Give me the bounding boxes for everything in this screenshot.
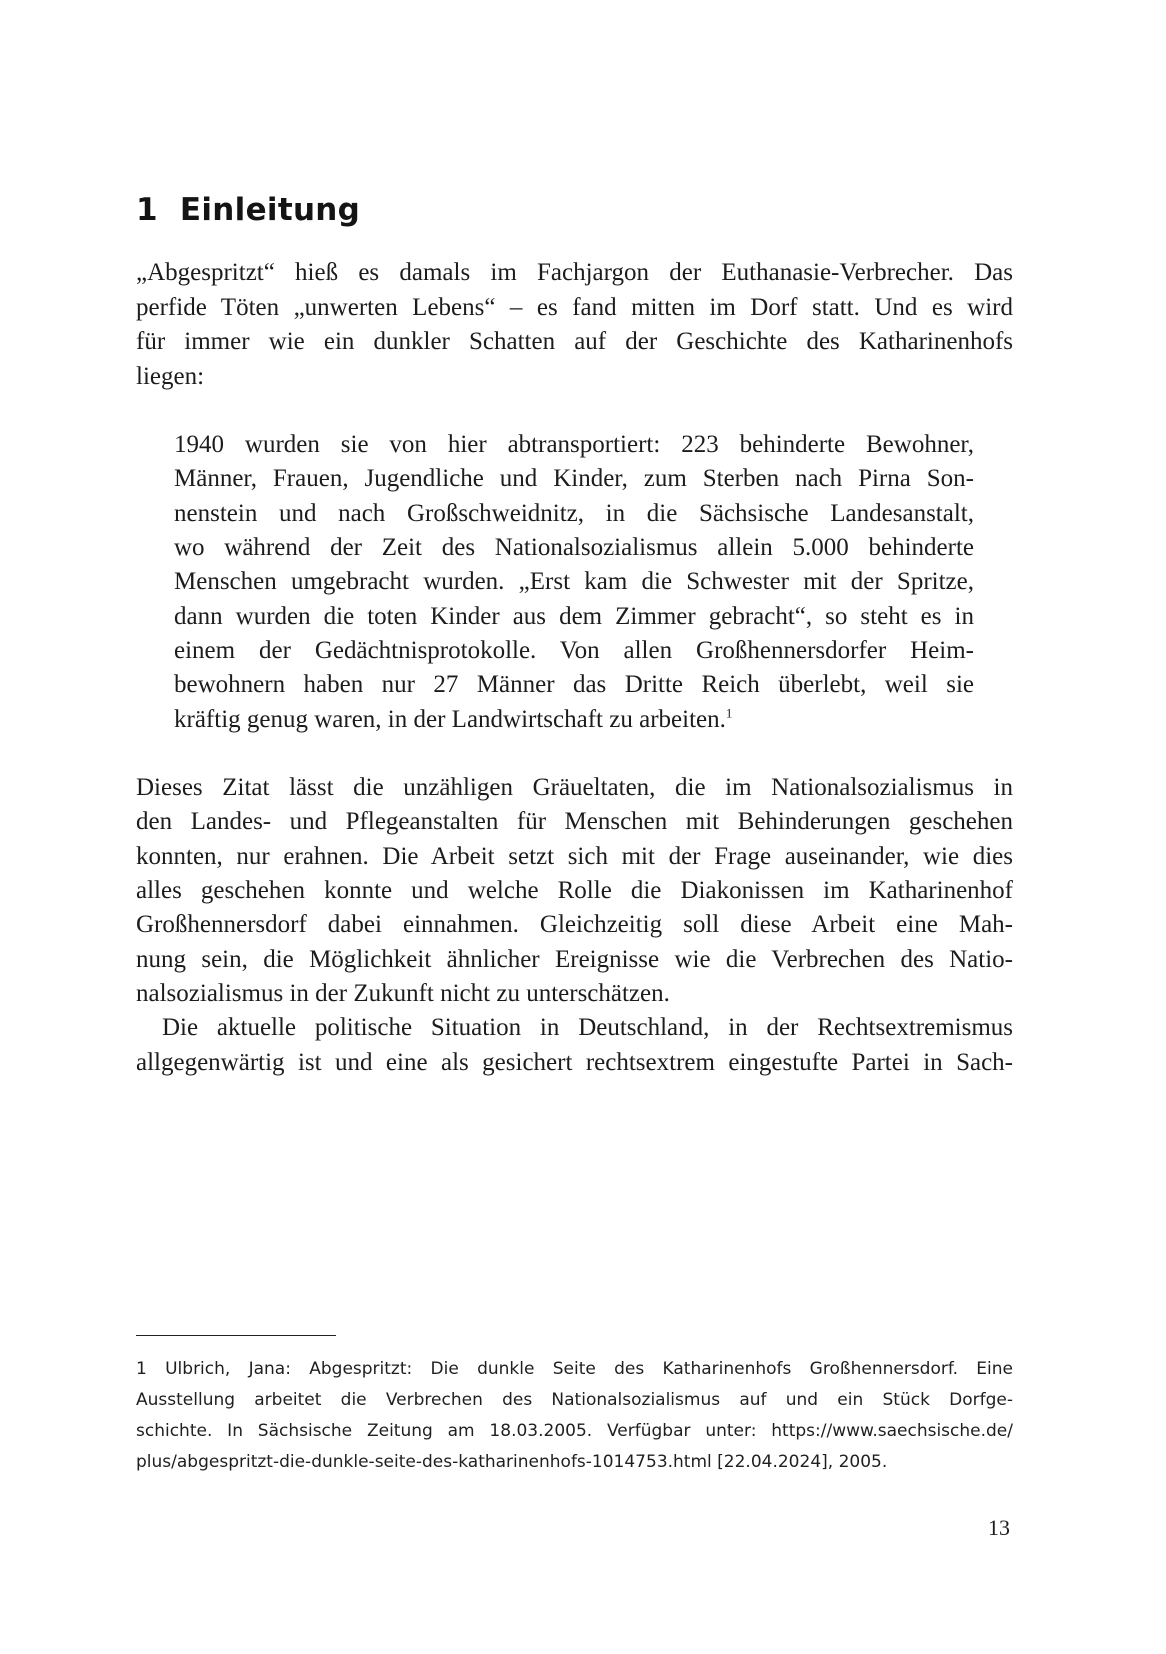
chapter-heading	[136, 190, 360, 230]
footnote-divider	[136, 1335, 336, 1336]
quote-line: Menschen umgebracht wurden. „Erst kam die Schwester mit der Spritze,	[174, 568, 974, 595]
paragraph-line: Großhennersdorf dabei einnahmen. Gleichzeitig soll diese Arbeit eine Mah-	[136, 911, 1013, 938]
footnote-reference[interactable]: 1	[725, 705, 733, 721]
paragraph-line: Dieses Zitat lässt die unzähligen Gräueltaten, die im Nationalsozialismus in	[136, 774, 1013, 801]
quote-last-line	[174, 702, 974, 738]
quote-line: dann wurden die toten Kinder aus dem Zimmer gebracht“, so steht es in	[174, 603, 974, 630]
chapter-number: 1	[136, 192, 158, 228]
footnote-line: plus/abgespritzt-die-dunkle-seite-des-katharinenhofs-1014753.html [22.04.2024], 2005.	[136, 1452, 888, 1472]
paragraph-line: den Landes- und Pflegeanstalten für Menschen mit Behinderungen geschehen	[136, 808, 1013, 835]
footnote-line: Ausstellung arbeitet die Verbrechen des Nationalsozialismus auf und ein Stück Dorfge-	[136, 1390, 1013, 1410]
paragraph-line: nalsozialismus in der Zukunft nicht zu unterschätzen.	[136, 980, 670, 1007]
intro-line: „Abgespritzt“ hieß es damals im Fachjargon der Euthanasie-Verbrecher. Das	[136, 259, 1013, 286]
quote-line: einem der Gedächtnisprotokolle. Von allen Großhennersdorfer Heim-	[174, 637, 974, 664]
intro-line: perfide Töten „unwerten Lebens“ – es fand mitten im Dorf statt. Und es wird	[136, 294, 1013, 321]
chapter-title: Einleitung	[179, 192, 361, 228]
quote-line: Männer, Frauen, Jugendliche und Kinder, zum Sterben nach Pirna Son-	[174, 465, 974, 492]
footnote-line: schichte. In Sächsische Zeitung am 18.03.2005. Verfügbar unter: https://www.saechsische.de/	[136, 1421, 1013, 1441]
paragraph-line: nung sein, die Möglichkeit ähnlicher Ereignisse wie die Verbrechen des Natio-	[136, 946, 1013, 973]
page-number: 13	[988, 1515, 1010, 1540]
footnote-line: 1 Ulbrich, Jana: Abgespritzt: Die dunkle Seite des Katharinenhofs Großhennersdorf. Eine	[136, 1359, 1013, 1379]
paragraph-line: konnten, nur erahnen. Die Arbeit setzt sich mit der Frage auseinander, wie dies	[136, 843, 1013, 870]
quote-line: kräftig genug waren, in der Landwirtschaft zu arbeiten.	[174, 706, 726, 733]
paragraph-line: alles geschehen konnte und welche Rolle die Diakonissen im Katharinenhof	[136, 877, 1013, 904]
quote-line: nenstein und nach Großschweidnitz, in die Sächsische Landesanstalt,	[174, 500, 974, 527]
intro-line: für immer wie ein dunkler Schatten auf der Geschichte des Katharinenhofs	[136, 328, 1013, 355]
quote-line: 1940 wurden sie von hier abtransportiert: 223 behinderte Bewohner,	[174, 431, 974, 458]
paragraph-line: Die aktuelle politische Situation in Deutschland, in der Rechtsextremismus	[162, 1014, 1013, 1041]
quote-line: bewohnern haben nur 27 Männer das Dritte Reich überlebt, weil sie	[174, 671, 974, 698]
quote-line: wo während der Zeit des Nationalsozialismus allein 5.000 behinderte	[174, 534, 974, 561]
intro-line: liegen:	[136, 363, 205, 390]
paragraph-line: allgegenwärtig ist und eine als gesichert rechtsextrem eingestufte Partei in Sach-	[136, 1049, 1013, 1076]
